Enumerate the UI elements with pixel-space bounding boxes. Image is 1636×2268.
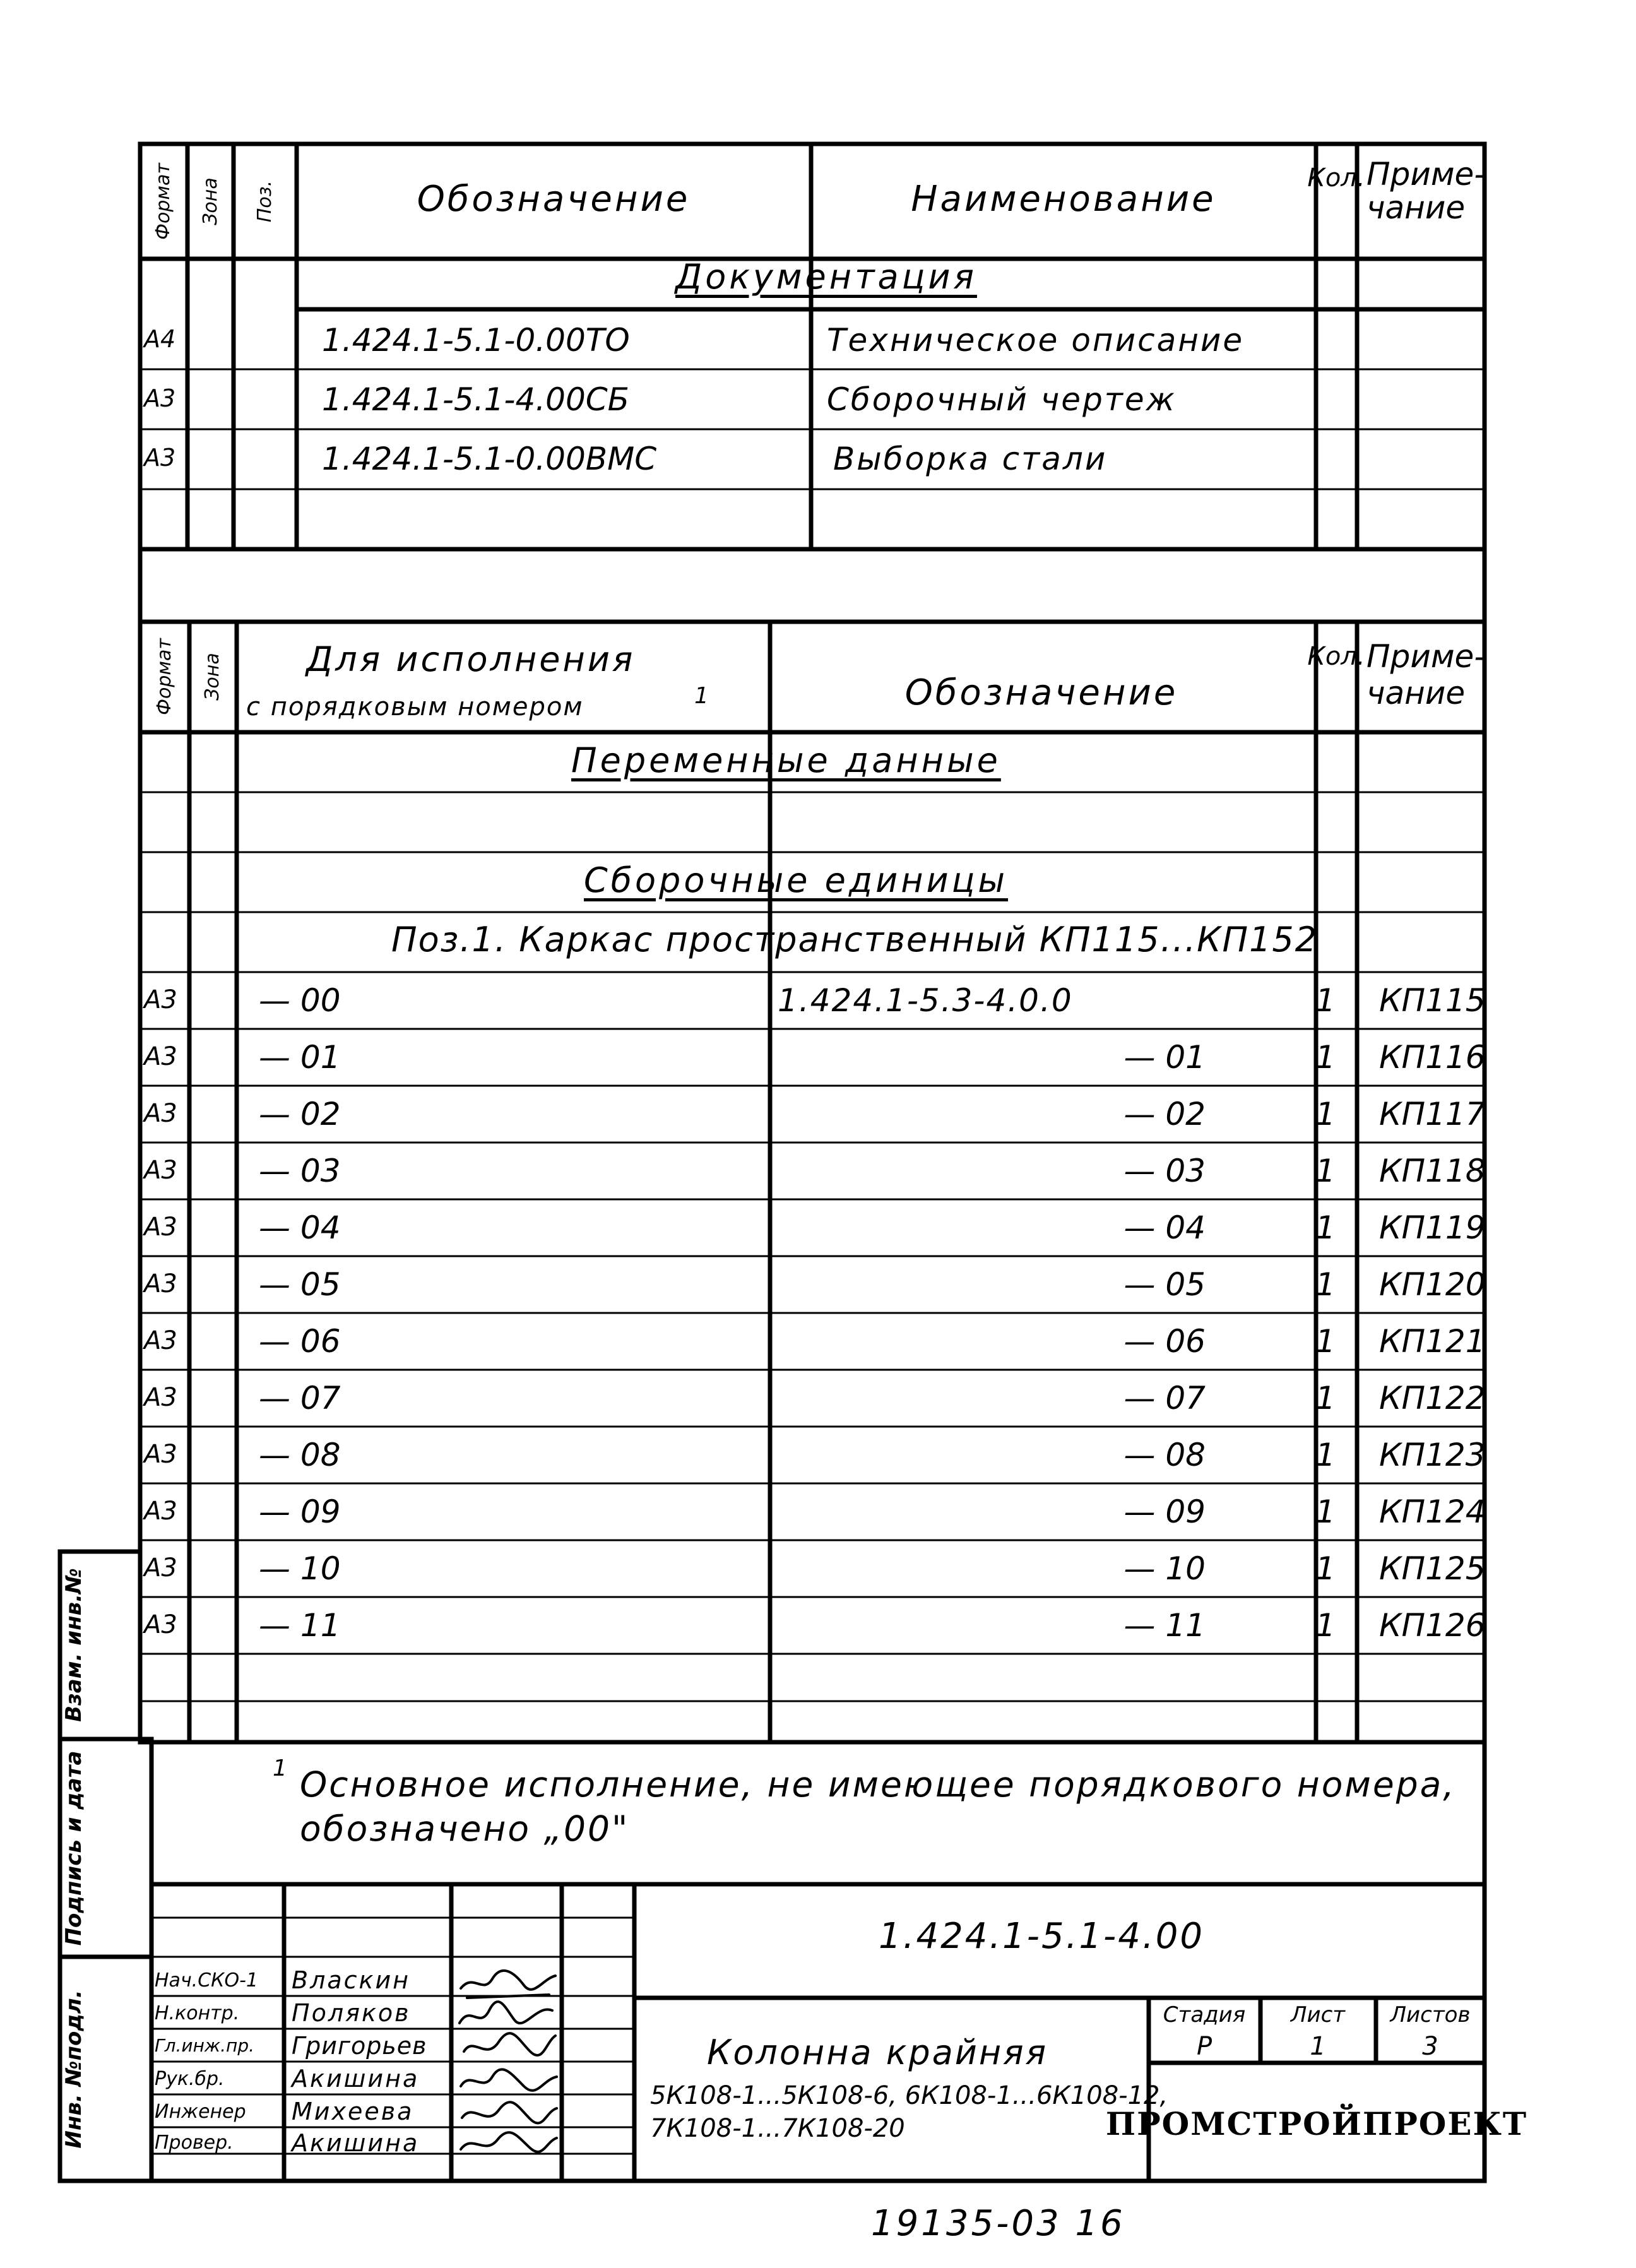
signer-role: Провер. bbox=[155, 2132, 234, 2154]
sheet-label: Лист bbox=[1290, 2002, 1346, 2028]
row-format: А3 bbox=[144, 1440, 177, 1469]
header-qty: Кол. bbox=[1307, 163, 1365, 193]
header2-variant-line2: с порядковым номером bbox=[246, 692, 584, 721]
row-variant: — 02 bbox=[259, 1096, 341, 1132]
row-variant: — 00 bbox=[259, 982, 341, 1019]
header2-zone: Зона bbox=[201, 653, 223, 701]
doc-row-name: Сборочный чертеж bbox=[827, 381, 1177, 418]
row-variant: — 07 bbox=[259, 1380, 341, 1416]
header-note: Приме- чание bbox=[1366, 156, 1486, 226]
row-note: КП120 bbox=[1379, 1266, 1486, 1303]
row-variant: — 04 bbox=[259, 1209, 341, 1246]
section-variable-data: Переменные данные bbox=[571, 740, 1001, 780]
row-designation: — 07 bbox=[1123, 1380, 1206, 1416]
row-format: А3 bbox=[144, 1497, 177, 1526]
signer-role: Н.контр. bbox=[155, 2002, 240, 2024]
row-qty: 1 bbox=[1315, 1380, 1336, 1416]
side-stamp-podpis: Подпись и дата bbox=[61, 1750, 86, 1946]
organization-name: ПРОМСТРОЙПРОЕКТ bbox=[1105, 2105, 1528, 2142]
section-assembly-units: Сборочные единицы bbox=[584, 860, 1009, 900]
row-format: А3 bbox=[144, 1326, 177, 1355]
row-format: А3 bbox=[144, 1156, 177, 1185]
row-variant: — 09 bbox=[259, 1493, 341, 1530]
row-designation: — 11 bbox=[1123, 1607, 1206, 1644]
row-note: КП118 bbox=[1379, 1153, 1486, 1189]
row-note: КП117 bbox=[1379, 1096, 1486, 1132]
footnote-line1: Основное исполнение, не имеющее порядкового номера, bbox=[300, 1764, 1456, 1805]
row-qty: 1 bbox=[1315, 1550, 1336, 1587]
doc-row-format: А3 bbox=[144, 384, 176, 412]
row-format: А3 bbox=[144, 1042, 177, 1071]
doc-row-name: Техническое описание bbox=[827, 322, 1245, 359]
row-note: КП121 bbox=[1379, 1323, 1486, 1360]
doc-row-name: Выборка стали bbox=[833, 441, 1108, 477]
doc-row-designation: 1.424.1-5.1-0.00ТО bbox=[322, 322, 630, 359]
row-designation: — 04 bbox=[1123, 1209, 1206, 1246]
row-designation: — 01 bbox=[1123, 1039, 1206, 1076]
header-format: Формат bbox=[152, 163, 174, 240]
row-designation: — 05 bbox=[1123, 1266, 1206, 1303]
sheets-value: 3 bbox=[1422, 2032, 1438, 2061]
header2-qty: Кол. bbox=[1307, 642, 1365, 671]
row-variant: — 03 bbox=[259, 1153, 341, 1189]
row-qty: 1 bbox=[1315, 1209, 1336, 1246]
sheet-value: 1 bbox=[1310, 2032, 1326, 2061]
row-format: А3 bbox=[144, 985, 177, 1014]
header-name: Наименование bbox=[911, 179, 1216, 220]
signer-role: Инженер bbox=[155, 2101, 246, 2123]
title-line1: Колонна крайняя bbox=[707, 2033, 1048, 2072]
row-note: КП119 bbox=[1379, 1209, 1486, 1246]
row-variant: — 06 bbox=[259, 1323, 341, 1360]
stage-value: Р bbox=[1196, 2032, 1212, 2061]
doc-row-designation: 1.424.1-5.1-4.00СБ bbox=[322, 381, 629, 418]
row-format: А3 bbox=[144, 1610, 177, 1639]
row-qty: 1 bbox=[1315, 1096, 1336, 1132]
row-qty: 1 bbox=[1315, 1153, 1336, 1189]
signer-name: Михеева bbox=[292, 2098, 414, 2125]
doc-row-format: А3 bbox=[144, 444, 176, 472]
row-note: КП126 bbox=[1379, 1607, 1486, 1644]
row-qty: 1 bbox=[1315, 1266, 1336, 1303]
signer-name: Поляков bbox=[292, 1999, 411, 2027]
row-designation: — 09 bbox=[1123, 1493, 1206, 1530]
side-stamp-vzam: Взам. инв.№ bbox=[61, 1568, 86, 1722]
row-format: А3 bbox=[144, 1213, 177, 1242]
row-format: А3 bbox=[144, 1269, 177, 1298]
row-designation: — 03 bbox=[1123, 1153, 1206, 1189]
title-line3: 7К108-1...7К108-20 bbox=[650, 2114, 905, 2143]
signer-name: Акишина bbox=[292, 2065, 420, 2093]
section-documentation: Документация bbox=[675, 257, 977, 297]
header2-variant-line1: Для исполнения bbox=[306, 639, 636, 679]
footnote-mark: 1 bbox=[273, 1755, 287, 1781]
inventory-number: 19135-03 16 bbox=[871, 2203, 1125, 2244]
header2-footnote-mark: 1 bbox=[694, 683, 709, 709]
row-qty: 1 bbox=[1315, 982, 1336, 1019]
header2-format: Формат bbox=[153, 638, 175, 715]
row-note: КП122 bbox=[1379, 1380, 1486, 1416]
row-variant: — 10 bbox=[259, 1550, 341, 1587]
header2-note: Приме- чание bbox=[1366, 638, 1486, 711]
row-note: КП125 bbox=[1379, 1550, 1486, 1587]
sheets-label: Листов bbox=[1390, 2002, 1471, 2028]
side-stamp-inv: Инв. №подл. bbox=[61, 1990, 86, 2149]
signer-role: Нач.СКО-1 bbox=[155, 1969, 258, 1992]
signer-name: Григорьев bbox=[292, 2032, 427, 2060]
doc-row-format: А4 bbox=[144, 325, 176, 353]
doc-row-designation: 1.424.1-5.1-0.00ВМС bbox=[322, 441, 657, 477]
signer-name: Акишина bbox=[292, 2129, 420, 2157]
row-qty: 1 bbox=[1315, 1437, 1336, 1473]
header-pos: Поз. bbox=[254, 180, 276, 223]
header2-designation: Обозначение bbox=[904, 672, 1178, 713]
row-format: А3 bbox=[144, 1099, 177, 1128]
group-title: Поз.1. Каркас пространственный КП115...КП152 bbox=[391, 920, 1319, 959]
signer-role: Гл.инж.пр. bbox=[155, 2035, 255, 2056]
row-qty: 1 bbox=[1315, 1607, 1336, 1644]
row-variant: — 05 bbox=[259, 1266, 341, 1303]
row-variant: — 11 bbox=[259, 1607, 341, 1644]
row-note: КП123 bbox=[1379, 1437, 1486, 1473]
row-format: А3 bbox=[144, 1383, 177, 1412]
row-qty: 1 bbox=[1315, 1493, 1336, 1530]
signatures-image bbox=[454, 1960, 562, 2156]
title-line2: 5К108-1...5К108-6, 6К108-1...6К108-12, bbox=[650, 2081, 1168, 2110]
header-designation: Обозначение bbox=[417, 179, 691, 220]
row-designation: — 10 bbox=[1123, 1550, 1206, 1587]
row-designation: — 02 bbox=[1123, 1096, 1206, 1132]
row-designation: — 08 bbox=[1123, 1437, 1206, 1473]
row-qty: 1 bbox=[1315, 1323, 1336, 1360]
row-variant: — 01 bbox=[259, 1039, 341, 1076]
signer-role: Рук.бр. bbox=[155, 2068, 225, 2090]
row-format: А3 bbox=[144, 1553, 177, 1582]
row-variant: — 08 bbox=[259, 1437, 341, 1473]
row-note: КП116 bbox=[1379, 1039, 1486, 1076]
row-designation: 1.424.1-5.3-4.0.0 bbox=[778, 982, 1073, 1019]
row-note: КП115 bbox=[1379, 982, 1486, 1019]
signer-name: Власкин bbox=[292, 1966, 411, 1994]
row-designation: — 06 bbox=[1123, 1323, 1206, 1360]
row-qty: 1 bbox=[1315, 1039, 1336, 1076]
title-designation: 1.424.1-5.1-4.00 bbox=[879, 1916, 1204, 1957]
footnote-line2: обозначено „00" bbox=[300, 1808, 630, 1849]
row-note: КП124 bbox=[1379, 1493, 1486, 1530]
header-zone: Зона bbox=[199, 177, 222, 225]
stage-label: Стадия bbox=[1163, 2002, 1246, 2028]
